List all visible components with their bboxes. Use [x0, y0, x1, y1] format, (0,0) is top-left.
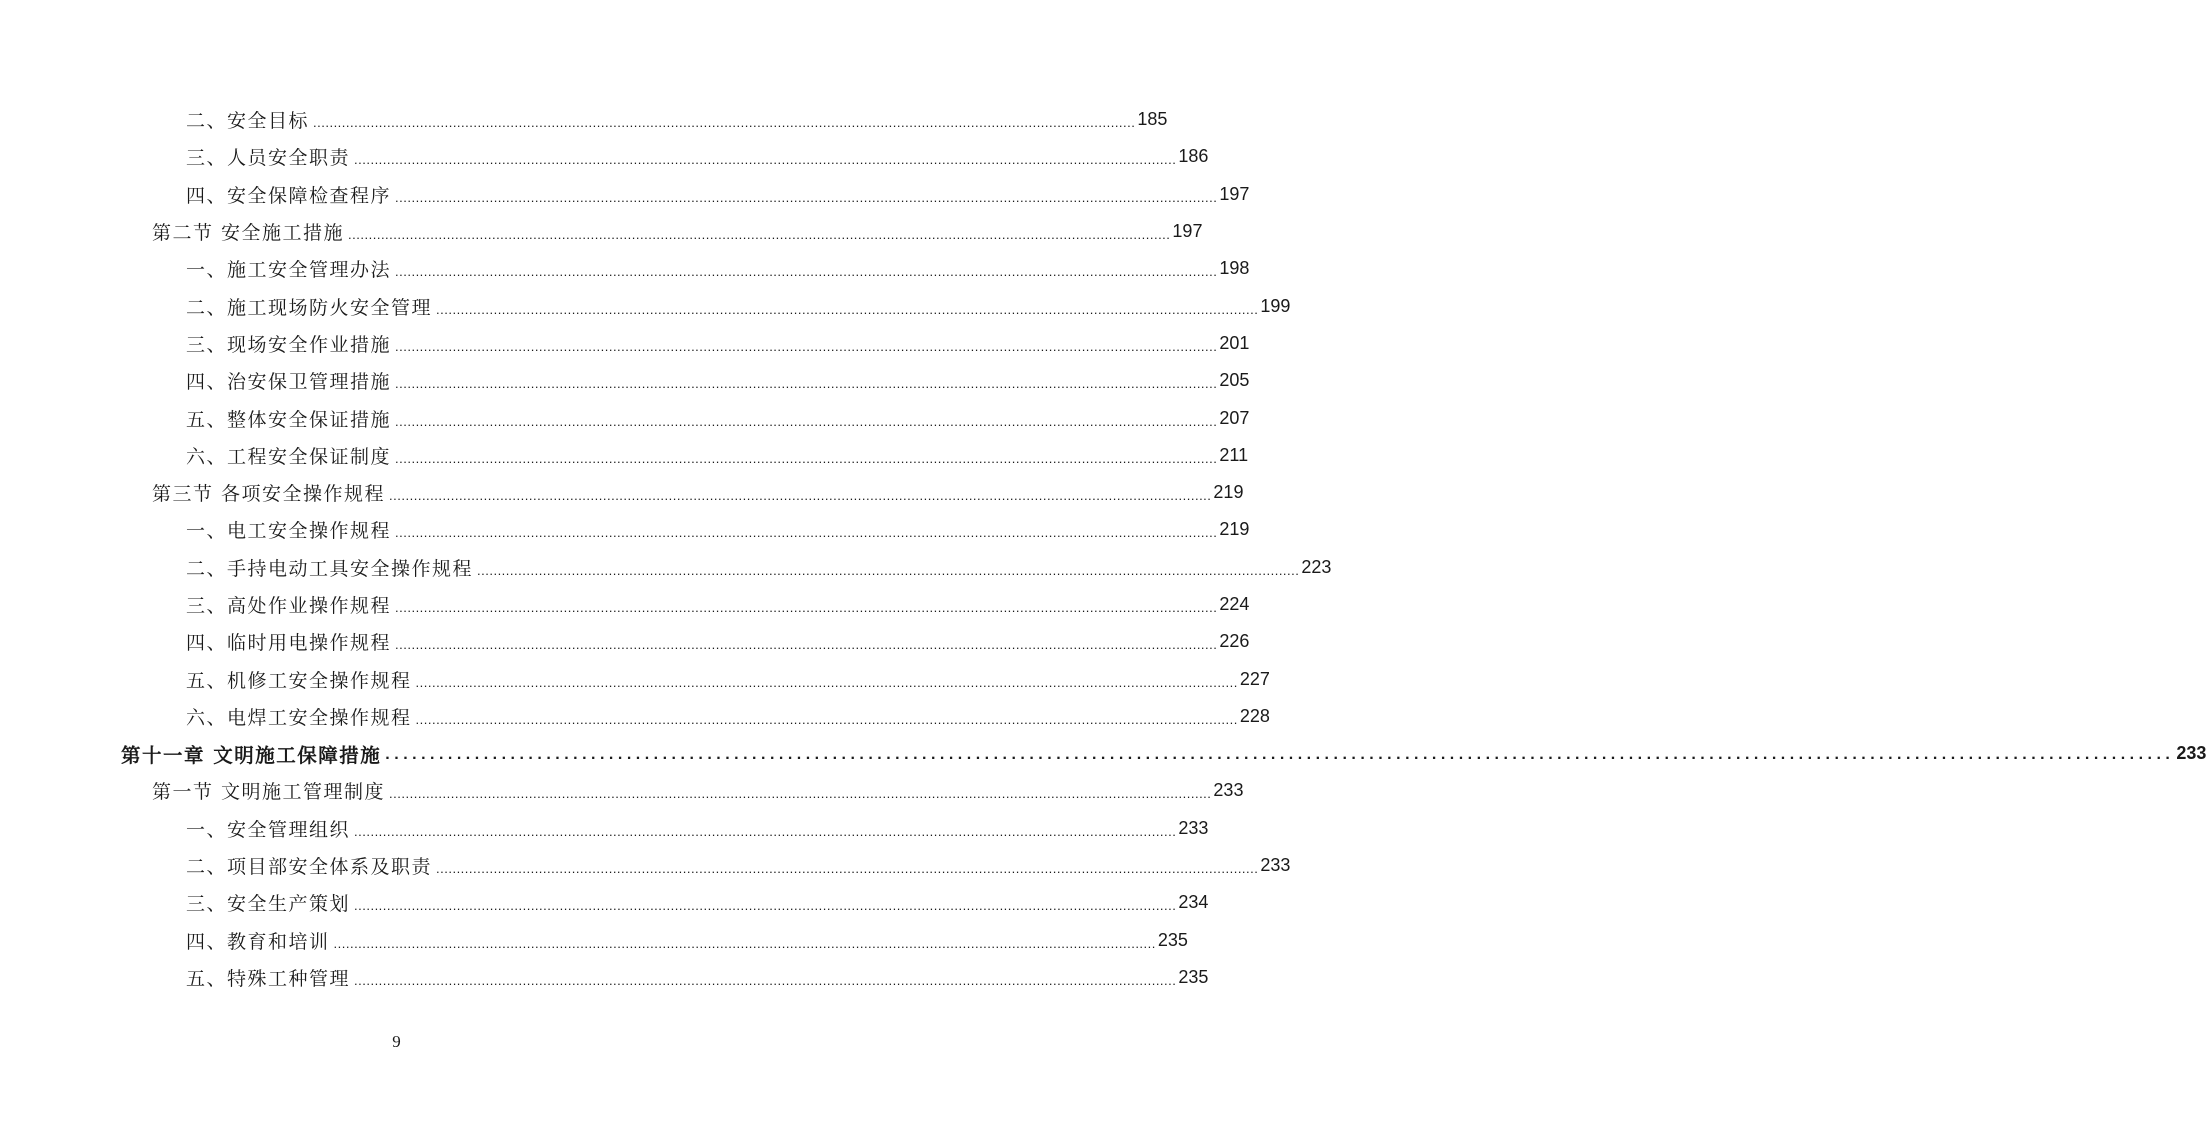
toc-entry[interactable] — [0, 213, 1203, 250]
toc-entry-title: 三、现场安全作业措施 — [186, 333, 392, 356]
toc-entry[interactable] — [0, 250, 1250, 287]
toc-entry[interactable] — [0, 325, 1250, 362]
toc-entry-title: 五、机修工安全操作规程 — [186, 669, 412, 692]
table-of-contents — [0, 101, 2206, 996]
toc-dot-leader: ........................................................................................................................................................................................................ — [395, 338, 1218, 354]
toc-entry-page: 185 — [1137, 109, 1168, 130]
toc-dot-leader: ........................................................................................................................................................................................................ — [333, 935, 1156, 951]
toc-entry-page: 198 — [1219, 258, 1250, 279]
toc-entry[interactable] — [0, 959, 1209, 996]
toc-entry-title: 二、施工现场防火安全管理 — [186, 296, 433, 319]
page-number: 9 — [392, 1032, 401, 1051]
toc-entry-page: 197 — [1172, 221, 1203, 242]
toc-dot-leader: ........................................................................................................................................................................................................ — [415, 711, 1238, 727]
toc-entry-page: 235 — [1157, 929, 1188, 950]
toc-entry-title: 一、安全管理组织 — [186, 818, 351, 841]
toc-dot-leader: ........................................................................................................................................................................................................ — [477, 562, 1300, 578]
toc-dot-leader: ........................................................................................................................................................................................................ — [436, 301, 1259, 317]
toc-entry-page: 219 — [1219, 519, 1250, 540]
toc-dot-leader: ........................................................................................................................................................................................................ — [436, 861, 1259, 877]
toc-entry[interactable] — [0, 176, 1250, 213]
toc-entry-title: 第二节 安全施工措施 — [152, 222, 345, 245]
toc-entry-page: 228 — [1239, 705, 1270, 726]
toc-entry[interactable] — [0, 847, 1291, 884]
toc-entry-page: 233 — [2176, 743, 2206, 764]
toc-entry[interactable] — [0, 772, 1244, 809]
toc-entry-title: 四、教育和培训 — [186, 930, 330, 953]
toc-dot-leader: ........................................................................................................................................................................................................ — [313, 115, 1136, 131]
toc-entry[interactable] — [0, 660, 1270, 697]
toc-entry[interactable] — [0, 101, 1168, 138]
toc-entry-title: 三、高处作业操作规程 — [186, 595, 392, 617]
toc-entry-page: 233 — [1178, 817, 1209, 838]
toc-dot-leader: ........................................................................................................................................................................................................ — [395, 189, 1218, 205]
toc-dot-leader: ........................................................................................................................................................................................................ — [395, 450, 1218, 466]
toc-entry[interactable] — [0, 735, 2206, 772]
toc-dot-leader: ........................................................................................................................................................................................................ — [395, 637, 1218, 653]
toc-entry[interactable] — [0, 511, 1250, 548]
toc-dot-leader: ........................................................................................................................................................................................................ — [389, 786, 1212, 802]
toc-entry-title: 三、人员安全职责 — [186, 147, 351, 170]
toc-entry-page: 233 — [1260, 855, 1291, 876]
toc-entry-page: 223 — [1301, 556, 1332, 577]
toc-entry[interactable] — [0, 922, 1188, 959]
toc-entry[interactable] — [0, 698, 1270, 735]
toc-entry[interactable] — [0, 623, 1250, 660]
toc-entry[interactable] — [0, 586, 1250, 623]
toc-dot-leader: ........................................................................................................................................................................................................ — [395, 413, 1218, 429]
toc-dot-leader: ........................................................................................................................................................................................................ — [348, 227, 1171, 243]
toc-entry[interactable] — [0, 810, 1209, 847]
toc-entry-page: 211 — [1219, 444, 1249, 465]
toc-entry[interactable] — [0, 362, 1250, 399]
toc-entry[interactable] — [0, 287, 1291, 324]
toc-dot-leader: ........................................................................................................................................................................................................ — [354, 823, 1177, 839]
toc-entry-page: 224 — [1219, 594, 1250, 614]
toc-entry[interactable] — [0, 437, 1249, 474]
toc-entry-title: 第一节 文明施工管理制度 — [152, 781, 386, 804]
toc-entry-title: 四、安全保障检查程序 — [186, 184, 392, 207]
toc-entry[interactable] — [0, 399, 1250, 436]
toc-entry-title: 第十一章 文明施工保障措施 — [121, 743, 382, 767]
toc-entry-page: 234 — [1178, 892, 1209, 913]
toc-entry-title: 三、安全生产策划 — [186, 893, 351, 916]
toc-dot-leader: ........................................................................................................................................................................................................ — [395, 600, 1218, 615]
toc-entry-title: 第三节 各项安全操作规程 — [152, 483, 386, 506]
toc-entry-title: 二、手持电动工具安全操作规程 — [186, 557, 474, 580]
toc-dot-leader: ........................................................................................................................................................................................................ — [385, 745, 2175, 763]
toc-entry[interactable] — [0, 884, 1209, 921]
toc-entry-page: 201 — [1219, 332, 1250, 353]
toc-entry-title: 二、安全目标 — [186, 110, 310, 133]
toc-dot-leader: ........................................................................................................................................................................................................ — [354, 972, 1177, 988]
toc-dot-leader: ........................................................................................................................................................................................................ — [354, 152, 1177, 168]
toc-entry-page: 199 — [1260, 295, 1291, 316]
toc-entry-title: 一、电工安全操作规程 — [186, 520, 392, 543]
toc-dot-leader: ........................................................................................................................................................................................................ — [389, 488, 1212, 504]
toc-dot-leader: ........................................................................................................................................................................................................ — [354, 898, 1177, 914]
toc-entry-title: 六、电焊工安全操作规程 — [186, 706, 412, 729]
toc-dot-leader: ........................................................................................................................................................................................................ — [395, 376, 1218, 392]
toc-entry-page: 186 — [1178, 146, 1209, 167]
toc-entry-title: 五、特殊工种管理 — [186, 967, 351, 990]
toc-entry-title: 二、项目部安全体系及职责 — [186, 856, 433, 879]
toc-dot-leader: ........................................................................................................................................................................................................ — [395, 525, 1218, 541]
toc-entry[interactable] — [0, 474, 1244, 511]
toc-entry-title: 四、治安保卫管理措施 — [186, 371, 392, 394]
toc-entry[interactable] — [0, 138, 1209, 175]
toc-entry-page: 205 — [1219, 370, 1250, 391]
toc-entry-page: 226 — [1219, 631, 1250, 652]
toc-entry-title: 四、临时用电操作规程 — [186, 632, 392, 655]
toc-entry-page: 207 — [1219, 407, 1250, 428]
toc-entry-page: 235 — [1178, 966, 1209, 987]
toc-entry-title: 六、工程安全保证制度 — [186, 445, 392, 468]
toc-entry-page: 233 — [1213, 780, 1244, 801]
toc-dot-leader: ........................................................................................................................................................................................................ — [415, 674, 1238, 690]
toc-entry-title: 一、施工安全管理办法 — [186, 259, 392, 282]
toc-entry-page: 219 — [1213, 482, 1244, 503]
toc-entry[interactable] — [0, 549, 1332, 586]
toc-dot-leader: ........................................................................................................................................................................................................ — [395, 264, 1218, 280]
toc-entry-page: 227 — [1239, 668, 1270, 689]
toc-entry-title: 五、整体安全保证措施 — [186, 408, 392, 431]
toc-entry-page: 197 — [1219, 183, 1250, 204]
